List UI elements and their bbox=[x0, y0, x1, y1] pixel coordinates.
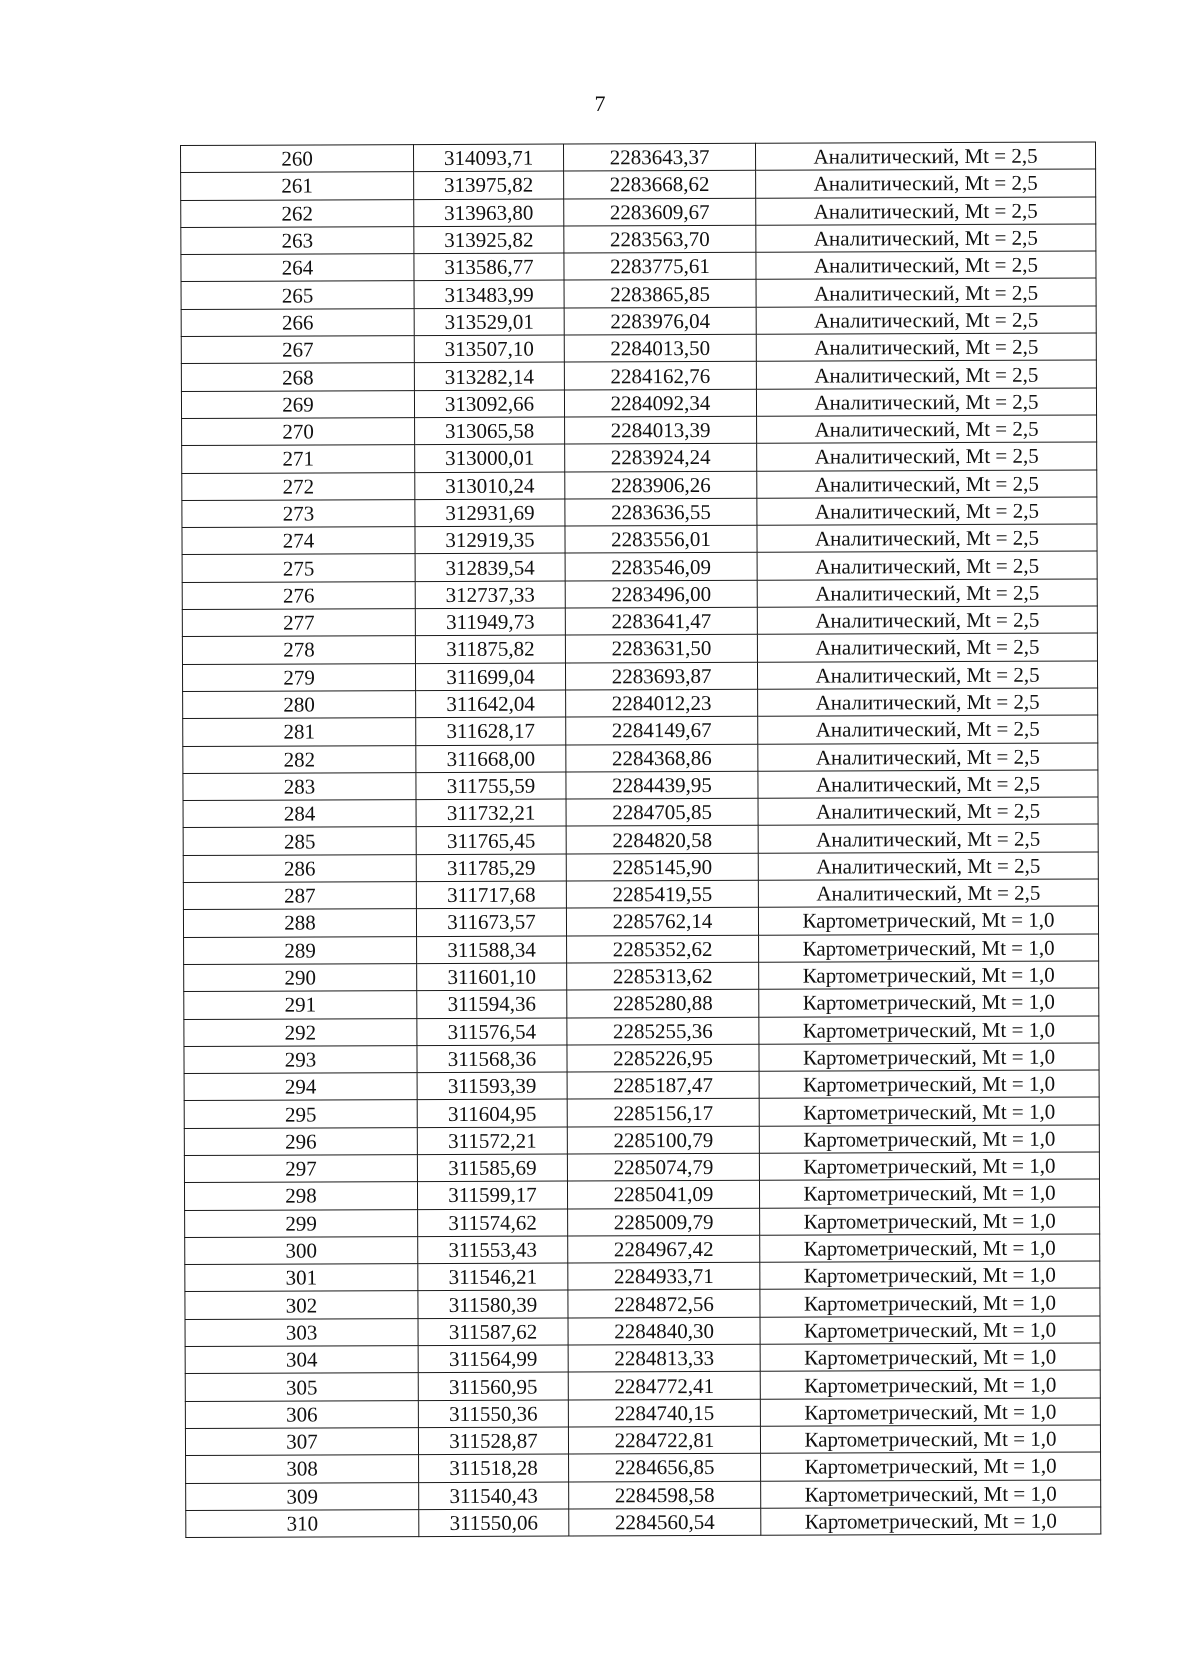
table-row bbox=[181, 306, 1096, 337]
y-coordinate-cell: 2284840,30 bbox=[568, 1317, 760, 1345]
method-cell: Аналитический, Mt = 2,5 bbox=[758, 852, 1098, 881]
method-cell: Аналитический, Mt = 2,5 bbox=[758, 770, 1098, 799]
method-cell: Картометрический, Mt = 1,0 bbox=[759, 961, 1099, 990]
x-coordinate-cell: 311553,43 bbox=[418, 1236, 568, 1264]
y-coordinate-cell: 2283641,47 bbox=[565, 607, 757, 635]
method-cell: Картометрический, Mt = 1,0 bbox=[760, 1261, 1100, 1290]
table-row bbox=[183, 906, 1098, 937]
point-number-cell: 277 bbox=[182, 609, 415, 637]
point-number-cell: 303 bbox=[185, 1318, 418, 1346]
point-number-cell: 285 bbox=[183, 827, 416, 855]
y-coordinate-cell: 2284013,50 bbox=[564, 334, 756, 362]
y-coordinate-cell: 2285352,62 bbox=[567, 935, 759, 963]
table-row bbox=[182, 524, 1097, 555]
x-coordinate-cell: 313925,82 bbox=[414, 226, 564, 254]
point-number-cell: 273 bbox=[182, 499, 415, 527]
table-row bbox=[183, 715, 1098, 746]
table-row bbox=[185, 1234, 1100, 1265]
point-number-cell: 294 bbox=[184, 1073, 417, 1101]
y-coordinate-cell: 2283865,85 bbox=[564, 280, 756, 308]
y-coordinate-cell: 2284368,86 bbox=[566, 744, 758, 772]
table-row bbox=[184, 1152, 1099, 1183]
y-coordinate-cell: 2285009,79 bbox=[568, 1208, 760, 1236]
method-cell: Аналитический, Mt = 2,5 bbox=[758, 688, 1098, 717]
y-coordinate-cell: 2284872,56 bbox=[568, 1290, 760, 1318]
table-row bbox=[184, 1043, 1099, 1074]
table-row bbox=[184, 1070, 1099, 1101]
x-coordinate-cell: 311550,36 bbox=[418, 1400, 568, 1428]
point-number-cell: 264 bbox=[181, 254, 414, 282]
point-number-cell: 293 bbox=[184, 1045, 417, 1073]
page-number: 7 bbox=[594, 91, 606, 116]
method-cell: Аналитический, Mt = 2,5 bbox=[755, 142, 1095, 171]
table-row bbox=[182, 579, 1097, 610]
y-coordinate-cell: 2284012,23 bbox=[566, 689, 758, 717]
method-cell: Аналитический, Mt = 2,5 bbox=[756, 169, 1096, 198]
method-cell: Аналитический, Mt = 2,5 bbox=[756, 224, 1096, 253]
x-coordinate-cell: 311673,57 bbox=[416, 908, 566, 936]
x-coordinate-cell: 313092,66 bbox=[414, 390, 564, 418]
x-coordinate-cell: 311585,69 bbox=[417, 1154, 567, 1182]
method-cell: Аналитический, Mt = 2,5 bbox=[757, 415, 1097, 444]
point-number-cell: 278 bbox=[182, 636, 415, 664]
y-coordinate-cell: 2283976,04 bbox=[564, 307, 756, 335]
method-cell: Аналитический, Mt = 2,5 bbox=[757, 442, 1097, 471]
table-row bbox=[183, 879, 1098, 910]
y-coordinate-cell: 2283636,55 bbox=[565, 498, 757, 526]
y-coordinate-cell: 2283609,67 bbox=[564, 198, 756, 226]
coordinates-table bbox=[180, 141, 1101, 1538]
y-coordinate-cell: 2284013,39 bbox=[565, 416, 757, 444]
y-coordinate-cell: 2283546,09 bbox=[565, 553, 757, 581]
table-row bbox=[185, 1343, 1100, 1374]
point-number-cell: 291 bbox=[184, 991, 417, 1019]
point-number-cell: 269 bbox=[181, 390, 414, 418]
table-row bbox=[183, 824, 1098, 855]
x-coordinate-cell: 311642,04 bbox=[416, 690, 566, 718]
x-coordinate-cell: 311732,21 bbox=[416, 799, 566, 827]
point-number-cell: 302 bbox=[185, 1291, 418, 1319]
table-row bbox=[181, 388, 1096, 419]
table-row bbox=[181, 224, 1096, 255]
y-coordinate-cell: 2285762,14 bbox=[566, 908, 758, 936]
table-row bbox=[181, 169, 1096, 200]
method-cell: Аналитический, Mt = 2,5 bbox=[756, 251, 1096, 280]
x-coordinate-cell: 311550,06 bbox=[419, 1509, 569, 1537]
table-row bbox=[181, 278, 1096, 309]
point-number-cell: 274 bbox=[182, 527, 415, 555]
point-number-cell: 301 bbox=[185, 1264, 418, 1292]
y-coordinate-cell: 2283924,24 bbox=[565, 444, 757, 472]
y-coordinate-cell: 2284439,95 bbox=[566, 771, 758, 799]
method-cell: Картометрический, Mt = 1,0 bbox=[759, 988, 1099, 1017]
y-coordinate-cell: 2283556,01 bbox=[565, 525, 757, 553]
y-coordinate-cell: 2284820,58 bbox=[566, 826, 758, 854]
x-coordinate-cell: 311604,95 bbox=[417, 1099, 567, 1127]
point-number-cell: 296 bbox=[184, 1127, 417, 1155]
table-row bbox=[185, 1288, 1100, 1319]
table-row bbox=[182, 661, 1097, 692]
y-coordinate-cell: 2284162,76 bbox=[564, 362, 756, 390]
method-cell: Аналитический, Mt = 2,5 bbox=[756, 360, 1096, 389]
table-row bbox=[184, 934, 1099, 965]
method-cell: Картометрический, Mt = 1,0 bbox=[760, 1425, 1100, 1454]
point-number-cell: 276 bbox=[182, 581, 415, 609]
method-cell: Картометрический, Mt = 1,0 bbox=[759, 1125, 1099, 1154]
y-coordinate-cell: 2285041,09 bbox=[567, 1181, 759, 1209]
y-coordinate-cell: 2284772,41 bbox=[568, 1372, 760, 1400]
method-cell: Аналитический, Mt = 2,5 bbox=[758, 797, 1098, 826]
x-coordinate-cell: 313010,24 bbox=[415, 472, 565, 500]
table-row bbox=[186, 1507, 1101, 1538]
table-row bbox=[185, 1398, 1100, 1429]
method-cell: Картометрический, Mt = 1,0 bbox=[760, 1288, 1100, 1317]
point-number-cell: 266 bbox=[181, 308, 414, 336]
point-number-cell: 267 bbox=[181, 336, 414, 364]
y-coordinate-cell: 2283668,62 bbox=[564, 171, 756, 199]
x-coordinate-cell: 313065,58 bbox=[415, 417, 565, 445]
y-coordinate-cell: 2284740,15 bbox=[568, 1399, 760, 1427]
x-coordinate-cell: 311576,54 bbox=[417, 1018, 567, 1046]
point-number-cell: 287 bbox=[183, 882, 416, 910]
x-coordinate-cell: 313529,01 bbox=[414, 308, 564, 336]
x-coordinate-cell: 313483,99 bbox=[414, 281, 564, 309]
table-row bbox=[186, 1452, 1101, 1483]
table-row bbox=[184, 1097, 1099, 1128]
table-row bbox=[182, 470, 1097, 501]
table-row bbox=[184, 1125, 1099, 1156]
method-cell: Картометрический, Mt = 1,0 bbox=[761, 1452, 1101, 1481]
method-cell: Картометрический, Mt = 1,0 bbox=[760, 1207, 1100, 1236]
table-row bbox=[185, 1370, 1100, 1401]
method-cell: Аналитический, Mt = 2,5 bbox=[756, 388, 1096, 417]
table-row bbox=[184, 961, 1099, 992]
point-number-cell: 295 bbox=[184, 1100, 417, 1128]
y-coordinate-cell: 2283906,26 bbox=[565, 471, 757, 499]
y-coordinate-cell: 2283775,61 bbox=[564, 252, 756, 280]
x-coordinate-cell: 311668,00 bbox=[416, 745, 566, 773]
y-coordinate-cell: 2284722,81 bbox=[568, 1426, 760, 1454]
x-coordinate-cell: 313282,14 bbox=[414, 362, 564, 390]
method-cell: Картометрический, Mt = 1,0 bbox=[760, 1316, 1100, 1345]
point-number-cell: 263 bbox=[181, 226, 414, 254]
table-row bbox=[181, 197, 1096, 228]
table-row bbox=[183, 743, 1098, 774]
y-coordinate-cell: 2283563,70 bbox=[564, 225, 756, 253]
method-cell: Картометрический, Mt = 1,0 bbox=[761, 1507, 1101, 1536]
point-number-cell: 298 bbox=[184, 1182, 417, 1210]
table-row bbox=[183, 852, 1098, 883]
y-coordinate-cell: 2284933,71 bbox=[568, 1262, 760, 1290]
table-row bbox=[182, 551, 1097, 582]
x-coordinate-cell: 312839,54 bbox=[415, 553, 565, 581]
point-number-cell: 280 bbox=[183, 691, 416, 719]
method-cell: Картометрический, Mt = 1,0 bbox=[761, 1480, 1101, 1509]
y-coordinate-cell: 2285313,62 bbox=[567, 962, 759, 990]
method-cell: Картометрический, Mt = 1,0 bbox=[758, 906, 1098, 935]
method-cell: Аналитический, Mt = 2,5 bbox=[756, 306, 1096, 335]
y-coordinate-cell: 2284092,34 bbox=[564, 389, 756, 417]
y-coordinate-cell: 2284149,67 bbox=[566, 717, 758, 745]
x-coordinate-cell: 311599,17 bbox=[417, 1181, 567, 1209]
table-row bbox=[186, 1480, 1101, 1511]
method-cell: Картометрический, Mt = 1,0 bbox=[759, 1179, 1099, 1208]
table-row bbox=[183, 688, 1098, 719]
point-number-cell: 288 bbox=[183, 909, 416, 937]
point-number-cell: 297 bbox=[184, 1155, 417, 1183]
method-cell: Аналитический, Mt = 2,5 bbox=[757, 606, 1097, 635]
method-cell: Аналитический, Mt = 2,5 bbox=[757, 470, 1097, 499]
x-coordinate-cell: 311546,21 bbox=[418, 1263, 568, 1291]
table-row bbox=[185, 1207, 1100, 1238]
y-coordinate-cell: 2285226,95 bbox=[567, 1044, 759, 1072]
method-cell: Картометрический, Mt = 1,0 bbox=[759, 1070, 1099, 1099]
method-cell: Картометрический, Mt = 1,0 bbox=[760, 1343, 1100, 1372]
point-number-cell: 307 bbox=[185, 1428, 418, 1456]
method-cell: Аналитический, Mt = 2,5 bbox=[757, 661, 1097, 690]
x-coordinate-cell: 311528,87 bbox=[418, 1427, 568, 1455]
method-cell: Аналитический, Mt = 2,5 bbox=[757, 524, 1097, 553]
method-cell: Аналитический, Mt = 2,5 bbox=[758, 879, 1098, 908]
method-cell: Аналитический, Mt = 2,5 bbox=[756, 333, 1096, 362]
y-coordinate-cell: 2285187,47 bbox=[567, 1071, 759, 1099]
point-number-cell: 261 bbox=[181, 172, 414, 200]
x-coordinate-cell: 312931,69 bbox=[415, 499, 565, 527]
y-coordinate-cell: 2284813,33 bbox=[568, 1344, 760, 1372]
point-number-cell: 286 bbox=[183, 854, 416, 882]
table-row bbox=[182, 633, 1097, 664]
point-number-cell: 306 bbox=[185, 1400, 418, 1428]
method-cell: Аналитический, Mt = 2,5 bbox=[756, 197, 1096, 226]
y-coordinate-cell: 2285074,79 bbox=[567, 1153, 759, 1181]
point-number-cell: 309 bbox=[186, 1482, 419, 1510]
x-coordinate-cell: 312737,33 bbox=[415, 581, 565, 609]
x-coordinate-cell: 311875,82 bbox=[415, 635, 565, 663]
table-row bbox=[183, 797, 1098, 828]
x-coordinate-cell: 311755,59 bbox=[416, 772, 566, 800]
point-number-cell: 275 bbox=[182, 554, 415, 582]
x-coordinate-cell: 311594,36 bbox=[417, 990, 567, 1018]
point-number-cell: 271 bbox=[182, 445, 415, 473]
table-row bbox=[182, 497, 1097, 528]
y-coordinate-cell: 2284598,58 bbox=[569, 1481, 761, 1509]
point-number-cell: 299 bbox=[185, 1209, 418, 1237]
point-number-cell: 268 bbox=[181, 363, 414, 391]
point-number-cell: 310 bbox=[186, 1509, 419, 1537]
method-cell: Аналитический, Mt = 2,5 bbox=[757, 579, 1097, 608]
x-coordinate-cell: 312919,35 bbox=[415, 526, 565, 554]
x-coordinate-cell: 311518,28 bbox=[419, 1454, 569, 1482]
table-row bbox=[181, 360, 1096, 391]
point-number-cell: 290 bbox=[184, 964, 417, 992]
y-coordinate-cell: 2283643,37 bbox=[563, 143, 755, 171]
x-coordinate-cell: 311580,39 bbox=[418, 1290, 568, 1318]
x-coordinate-cell: 311593,39 bbox=[417, 1072, 567, 1100]
point-number-cell: 289 bbox=[184, 936, 417, 964]
y-coordinate-cell: 2283496,00 bbox=[565, 580, 757, 608]
x-coordinate-cell: 311587,62 bbox=[418, 1318, 568, 1346]
point-number-cell: 283 bbox=[183, 772, 416, 800]
x-coordinate-cell: 311568,36 bbox=[417, 1045, 567, 1073]
x-coordinate-cell: 311560,95 bbox=[418, 1372, 568, 1400]
method-cell: Аналитический, Mt = 2,5 bbox=[757, 497, 1097, 526]
x-coordinate-cell: 314093,71 bbox=[414, 144, 564, 172]
y-coordinate-cell: 2285145,90 bbox=[566, 853, 758, 881]
method-cell: Картометрический, Mt = 1,0 bbox=[759, 1015, 1099, 1044]
y-coordinate-cell: 2285156,17 bbox=[567, 1099, 759, 1127]
table-row bbox=[181, 251, 1096, 282]
x-coordinate-cell: 311574,62 bbox=[418, 1209, 568, 1237]
method-cell: Картометрический, Mt = 1,0 bbox=[759, 1043, 1099, 1072]
y-coordinate-cell: 2283693,87 bbox=[565, 662, 757, 690]
point-number-cell: 284 bbox=[183, 800, 416, 828]
point-number-cell: 281 bbox=[183, 718, 416, 746]
y-coordinate-cell: 2285280,88 bbox=[567, 989, 759, 1017]
point-number-cell: 305 bbox=[185, 1373, 418, 1401]
table-row bbox=[181, 142, 1096, 173]
method-cell: Картометрический, Mt = 1,0 bbox=[759, 1097, 1099, 1126]
method-cell: Аналитический, Mt = 2,5 bbox=[758, 715, 1098, 744]
table-row bbox=[185, 1261, 1100, 1292]
x-coordinate-cell: 311699,04 bbox=[415, 663, 565, 691]
x-coordinate-cell: 313586,77 bbox=[414, 253, 564, 281]
table-row bbox=[185, 1316, 1100, 1347]
point-number-cell: 265 bbox=[181, 281, 414, 309]
method-cell: Картометрический, Mt = 1,0 bbox=[760, 1398, 1100, 1427]
y-coordinate-cell: 2285255,36 bbox=[567, 1017, 759, 1045]
table-row bbox=[182, 442, 1097, 473]
y-coordinate-cell: 2284705,85 bbox=[566, 798, 758, 826]
point-number-cell: 282 bbox=[183, 745, 416, 773]
y-coordinate-cell: 2284967,42 bbox=[568, 1235, 760, 1263]
x-coordinate-cell: 311785,29 bbox=[416, 854, 566, 882]
x-coordinate-cell: 311949,73 bbox=[415, 608, 565, 636]
method-cell: Аналитический, Mt = 2,5 bbox=[758, 824, 1098, 853]
table-row bbox=[183, 770, 1098, 801]
method-cell: Аналитический, Mt = 2,5 bbox=[757, 633, 1097, 662]
x-coordinate-cell: 313975,82 bbox=[414, 171, 564, 199]
x-coordinate-cell: 311572,21 bbox=[417, 1127, 567, 1155]
table-row bbox=[182, 415, 1097, 446]
table-row bbox=[182, 606, 1097, 637]
point-number-cell: 270 bbox=[182, 418, 415, 446]
x-coordinate-cell: 311717,68 bbox=[416, 881, 566, 909]
x-coordinate-cell: 311564,99 bbox=[418, 1345, 568, 1373]
x-coordinate-cell: 311765,45 bbox=[416, 826, 566, 854]
point-number-cell: 272 bbox=[182, 472, 415, 500]
point-number-cell: 292 bbox=[184, 1018, 417, 1046]
method-cell: Аналитический, Mt = 2,5 bbox=[757, 551, 1097, 580]
method-cell: Картометрический, Mt = 1,0 bbox=[759, 1152, 1099, 1181]
x-coordinate-cell: 311588,34 bbox=[417, 936, 567, 964]
method-cell: Аналитический, Mt = 2,5 bbox=[758, 743, 1098, 772]
method-cell: Аналитический, Mt = 2,5 bbox=[756, 278, 1096, 307]
method-cell: Картометрический, Mt = 1,0 bbox=[760, 1234, 1100, 1263]
point-number-cell: 262 bbox=[181, 199, 414, 227]
x-coordinate-cell: 313000,01 bbox=[415, 444, 565, 472]
point-number-cell: 260 bbox=[181, 145, 414, 173]
x-coordinate-cell: 313507,10 bbox=[414, 335, 564, 363]
coordinates-table-body bbox=[181, 142, 1101, 1538]
point-number-cell: 304 bbox=[185, 1346, 418, 1374]
x-coordinate-cell: 313963,80 bbox=[414, 199, 564, 227]
method-cell: Картометрический, Mt = 1,0 bbox=[759, 934, 1099, 963]
x-coordinate-cell: 311540,43 bbox=[419, 1482, 569, 1510]
table-row bbox=[181, 333, 1096, 364]
x-coordinate-cell: 311601,10 bbox=[417, 963, 567, 991]
y-coordinate-cell: 2285419,55 bbox=[566, 880, 758, 908]
point-number-cell: 308 bbox=[186, 1455, 419, 1483]
y-coordinate-cell: 2285100,79 bbox=[567, 1126, 759, 1154]
point-number-cell: 300 bbox=[185, 1236, 418, 1264]
point-number-cell: 279 bbox=[182, 663, 415, 691]
y-coordinate-cell: 2284656,85 bbox=[569, 1454, 761, 1482]
table-row bbox=[185, 1425, 1100, 1456]
method-cell: Картометрический, Mt = 1,0 bbox=[760, 1370, 1100, 1399]
table-row bbox=[184, 988, 1099, 1019]
table-row bbox=[184, 1015, 1099, 1046]
y-coordinate-cell: 2283631,50 bbox=[565, 635, 757, 663]
x-coordinate-cell: 311628,17 bbox=[416, 717, 566, 745]
y-coordinate-cell: 2284560,54 bbox=[569, 1508, 761, 1536]
table-row bbox=[184, 1179, 1099, 1210]
